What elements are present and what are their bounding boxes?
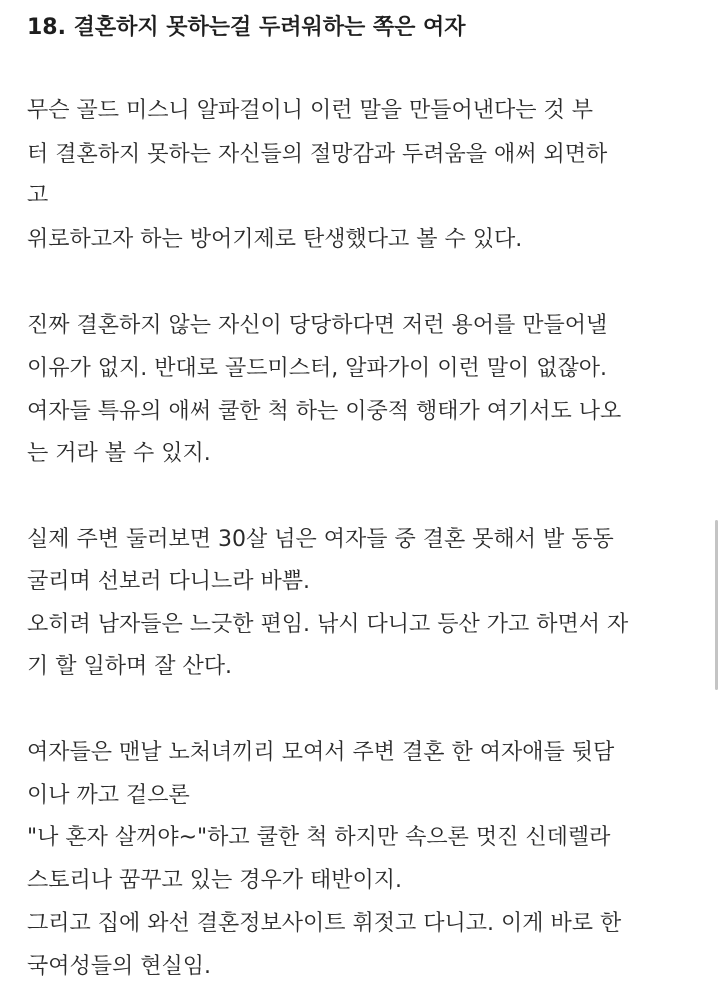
paragraph-line: 국여성들의 현실임. [27, 954, 212, 979]
section-title: 18. 결혼하지 못하는걸 두려워하는 쪽은 여자 [27, 15, 466, 40]
paragraph-line: 여자들 특유의 애써 쿨한 척 하는 이중적 행태가 여기서도 나오 [27, 399, 622, 424]
paragraph-line: 는 거라 볼 수 있지. [27, 441, 211, 466]
paragraph-line: 굴리며 선보러 다니느라 바쁨. [27, 569, 310, 594]
paragraph-line: 기 할 일하며 잘 산다. [27, 654, 232, 679]
paragraph-line: 이유가 없지. 반대로 골드미스터, 알파가이 이런 말이 없잖아. [27, 356, 607, 381]
paragraph-line: 무슨 골드 미스니 알파걸이니 이런 말을 만들어낸다는 것 부 [27, 98, 593, 123]
paragraph-line: 터 결혼하지 못하는 자신들의 절망감과 두려움을 애써 외면하 [27, 142, 608, 167]
paragraph-line: 이나 까고 겉으론 [27, 783, 190, 808]
paragraph-line: 고 [27, 183, 49, 208]
paragraph-line: 여자들은 맨날 노처녀끼리 모여서 주변 결혼 한 여자애들 뒷담 [27, 740, 615, 765]
paragraph-line: 진짜 결혼하지 않는 자신이 당당하다면 저런 용어를 만들어낼 [27, 313, 608, 338]
paragraph-line: "나 혼자 살꺼야~"하고 쿨한 척 하지만 속으론 멋진 신데렐라 [27, 825, 611, 850]
paragraph-line: 오히려 남자들은 느긋한 편임. 낚시 다니고 등산 가고 하면서 자 [27, 612, 629, 637]
paragraph-line: 위로하고자 하는 방어기제로 탄생했다고 볼 수 있다. [27, 227, 523, 252]
paragraph-line: 스토리나 꿈꾸고 있는 경우가 태반이지. [27, 868, 402, 893]
paragraph-line: 그리고 집에 와선 결혼정보사이트 휘젓고 다니고. 이게 바로 한 [27, 911, 622, 936]
scrollbar-thumb[interactable] [715, 520, 718, 690]
paragraph-line: 실제 주변 둘러보면 30살 넘은 여자들 중 결혼 못해서 발 동동 [27, 527, 614, 552]
